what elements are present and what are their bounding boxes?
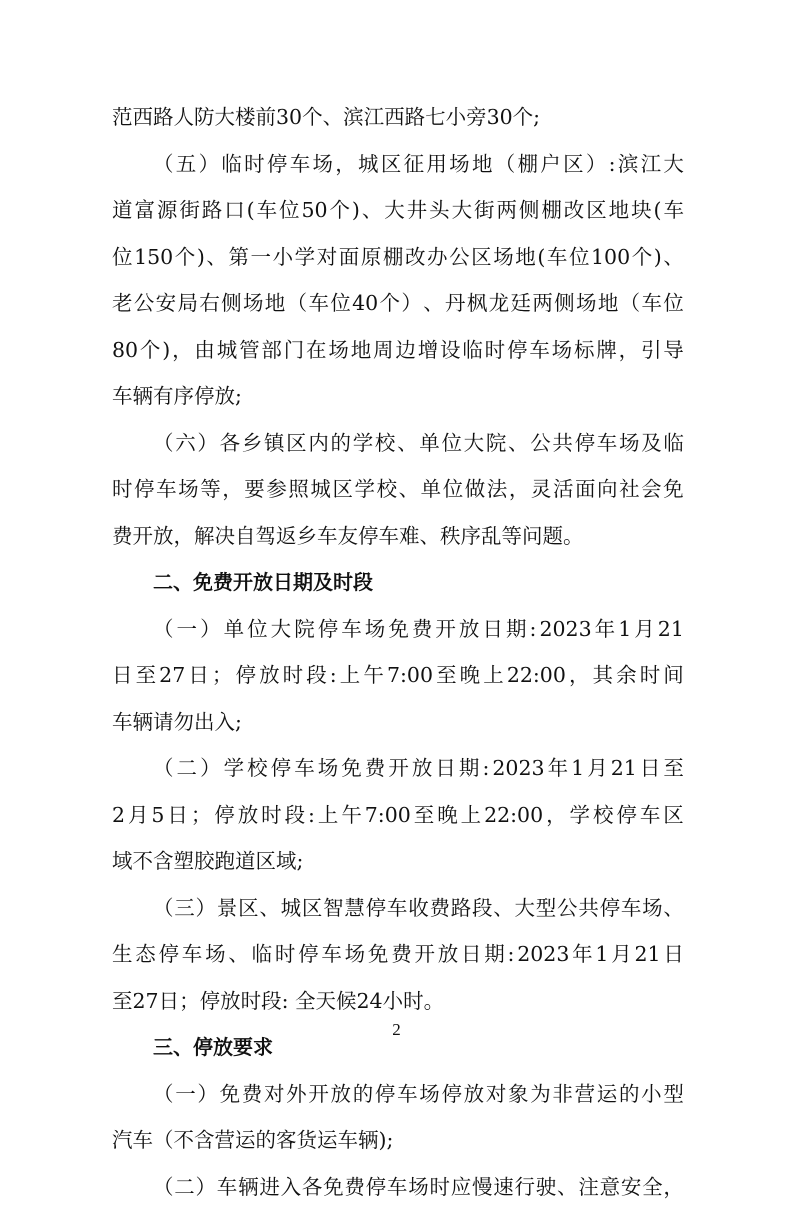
text-line: 费开放，解决自驾返乡车友停车难、秩序乱等问题。 xyxy=(112,513,684,560)
text-line: 日 至 27 日 ； 停 放 时 段 : 上 午 7:00 至 晚 上 22:00 ， 其 余 时 间 xyxy=(112,652,684,699)
text-line: 车辆有序停放; xyxy=(112,373,684,420)
text-line: 时 停 车 场 等 ， 要 参 照 城 区 学 校 、 单 位 做 法 ， 灵 活 面 向 社 会 免 xyxy=(112,466,684,513)
text-line: 道 富 源 街 路 口 ( 车 位 50 个 ) 、 大 井 头 大 街 两 侧 棚 改 区 地 块 ( 车 xyxy=(112,187,684,234)
text-line: （ 五 ） 临 时 停 车 场 ， 城 区 征 用 场 地 （ 棚 户 区 ） : 滨 江 大 xyxy=(112,141,684,188)
text-line: 汽车（不含营运的客货运车辆); xyxy=(112,1117,684,1164)
page-number: 2 xyxy=(0,1020,793,1040)
text-line: （ 一 ） 单 位 大 院 停 车 场 免 费 开 放 日 期 : 2023 年 1 月 21 xyxy=(112,606,684,653)
text-line: 老 公 安 局 右 侧 场 地 （ 车 位 40 个 ） 、 丹 枫 龙 廷 两 侧 场 地 （ 车 位 xyxy=(112,280,684,327)
text-line: （ 六 ） 各 乡 镇 区 内 的 学 校 、 单 位 大 院 、 公 共 停 车 场 及 临 xyxy=(112,420,684,467)
text-line: 至27日；停放时段: 全天候24小时。 xyxy=(112,978,684,1025)
text-line: 80 个 ) ， 由 城 管 部 门 在 场 地 周 边 增 设 临 时 停 车 场 标 牌 ， 引 导 xyxy=(112,327,684,374)
text-line: （ 一 ） 免 费 对 外 开 放 的 停 车 场 停 放 对 象 为 非 营 运 的 小 型 xyxy=(112,1071,684,1118)
text-line: 域不含塑胶跑道区域; xyxy=(112,838,684,885)
text-line: 车辆请勿出入; xyxy=(112,699,684,746)
text-line: （ 三 ） 景 区 、 城 区 智 慧 停 车 收 费 路 段 、 大 型 公 共 停 车 场 、 xyxy=(112,885,684,932)
text-line: （ 二 ） 车 辆 进 入 各 免 费 停 车 场 时 应 慢 速 行 驶 、 注 意 安 全 ， xyxy=(112,1164,684,1210)
document-body xyxy=(112,94,684,1210)
text-line: 范西路人防大楼前30个、滨江西路七小旁30个; xyxy=(112,94,684,141)
text-line: 2 月 5 日 ； 停 放 时 段 : 上 午 7:00 至 晚 上 22:00 ， 学 校 停 车 区 xyxy=(112,792,684,839)
text-line: （ 二 ） 学 校 停 车 场 免 费 开 放 日 期 : 2023 年 1 月 21 日 至 xyxy=(112,745,684,792)
section-heading: 三、停放要求 xyxy=(112,1024,684,1071)
section-heading: 二、免费开放日期及时段 xyxy=(112,559,684,606)
text-line: 生 态 停 车 场 、 临 时 停 车 场 免 费 开 放 日 期 : 2023 年 1 月 21 日 xyxy=(112,931,684,978)
text-line: 位 150 个 ) 、 第 一 小 学 对 面 原 棚 改 办 公 区 场 地 ( 车 位 100 个 ) 、 xyxy=(112,234,684,281)
